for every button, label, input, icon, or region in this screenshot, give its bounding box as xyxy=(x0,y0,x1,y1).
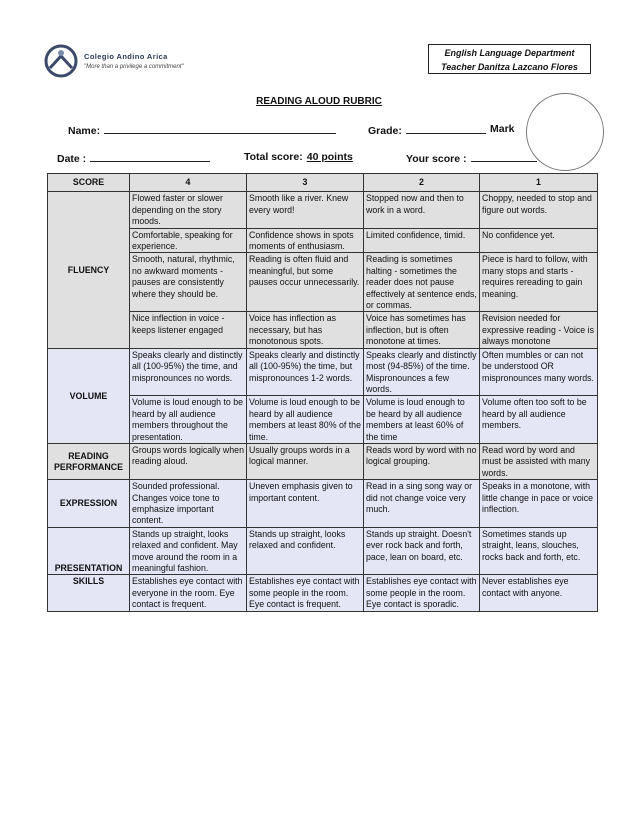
rubric-cell: Read in a sing song way or did not change voice very much. xyxy=(364,480,480,528)
rubric-cell: Volume is loud enough to be heard by all audience members at least 60% of the time xyxy=(364,396,480,444)
rubric-cell: Volume often too soft to be heard by all audience members. xyxy=(480,396,598,444)
rubric-cell: Never establishes eye contact with anyone. xyxy=(480,575,598,611)
rubric-cell: Revision needed for expressive reading - Voice is always monotone xyxy=(480,312,598,348)
rubric-cell: Groups words logically when reading aloud. xyxy=(130,443,247,479)
total-score-label: Total score: xyxy=(244,151,303,163)
rubric-cell: Smooth like a river. Knew every word! xyxy=(247,192,364,228)
school-logo xyxy=(44,44,78,78)
rubric-cell: Speaks clearly and distinctly all (100-95%) the time, and mispronounces no words. xyxy=(130,348,247,396)
name-field[interactable] xyxy=(68,123,336,137)
rubric-cell: Nice inflection in voice - keeps listener engaged xyxy=(130,312,247,348)
rubric-cell: Confidence shows in spots moments of enthusiasm. xyxy=(247,228,364,253)
rubric-cell: Choppy, needed to stop and figure out words. xyxy=(480,192,598,228)
rubric-cell: Flowed faster or slower depending on the story moods. xyxy=(130,192,247,228)
department-box xyxy=(428,44,591,74)
table-row xyxy=(48,575,598,611)
grade-label: Grade: xyxy=(368,125,402,137)
rubric-cell: Stands up straight, looks relaxed and confident. xyxy=(247,527,364,575)
rubric-cell: Comfortable, speaking for experience. xyxy=(130,228,247,253)
date-label: Date : xyxy=(57,153,87,165)
column-header: 4 xyxy=(130,174,247,192)
rubric-cell: Sometimes stands up straight, leans, slouches, rocks back and forth, etc. xyxy=(480,527,598,575)
rubric-cell: Limited confidence, timid. xyxy=(364,228,480,253)
column-header: 3 xyxy=(247,174,364,192)
rubric-cell: Volume is loud enough to be heard by all audience members at least 80% of the time. xyxy=(247,396,364,444)
rubric-cell: Stopped now and then to work in a word. xyxy=(364,192,480,228)
rubric-cell: Reading is often fluid and meaningful, but some pauses occur unnecessarily. xyxy=(247,253,364,312)
rubric-cell: Reading is sometimes halting - sometimes the reader does not pause effectively at sentence ends, or commas. xyxy=(364,253,480,312)
table-row xyxy=(48,228,598,253)
total-score-value: 40 points xyxy=(306,151,353,163)
rubric-cell: Establishes eye contact with some people in the room. Eye contact is frequent. xyxy=(247,575,364,611)
table-row xyxy=(48,348,598,396)
page-title: READING ALOUD RUBRIC xyxy=(256,96,382,107)
rubric-cell: Stands up straight, looks relaxed and confident. May move around the room in a meaningful fashion. xyxy=(130,527,247,575)
table-header-row xyxy=(48,174,598,192)
your-score-label: Your score : xyxy=(406,153,467,165)
mark-label: Mark xyxy=(490,123,515,135)
rubric-cell: Establishes eye contact with some people in the room. Eye contact is sporadic. xyxy=(364,575,480,611)
grade-blank[interactable] xyxy=(406,123,486,134)
name-label: Name: xyxy=(68,125,101,137)
school-name: Colegio Andino Arica xyxy=(84,52,168,61)
category-skills: SKILLS xyxy=(48,575,130,611)
school-tagline: "More than a privilege a commitment" xyxy=(84,64,184,70)
rubric-cell: Piece is hard to follow, with many stops and starts - requires rereading to gain meaning. xyxy=(480,253,598,312)
date-field[interactable] xyxy=(57,151,210,165)
rubric-table xyxy=(47,173,598,612)
grade-field[interactable] xyxy=(368,123,486,137)
column-header: 2 xyxy=(364,174,480,192)
rubric-cell: Speaks in a monotone, with little change in pace or voice inflection. xyxy=(480,480,598,528)
category-expression: EXPRESSION xyxy=(48,480,130,528)
table-row xyxy=(48,192,598,228)
rubric-cell: Sounded professional. Changes voice tone to emphasize important content. xyxy=(130,480,247,528)
category-fluency: FLUENCY xyxy=(48,192,130,348)
category-volume: VOLUME xyxy=(48,348,130,443)
category-presentation: PRESENTATION xyxy=(48,527,130,575)
rubric-cell: Voice has inflection as necessary, but has monotonous spots. xyxy=(247,312,364,348)
table-row xyxy=(48,480,598,528)
teacher-name: Teacher Danitza Lazcano Flores xyxy=(441,62,578,72)
rubric-cell: Stands up straight. Doesn't ever rock back and forth, pace, lean on board, etc. xyxy=(364,527,480,575)
table-row xyxy=(48,312,598,348)
your-score-blank[interactable] xyxy=(471,151,537,162)
column-header: 1 xyxy=(480,174,598,192)
table-row xyxy=(48,527,598,575)
rubric-cell: Read word by word and must be assisted with many words. xyxy=(480,443,598,479)
rubric-cell: Uneven emphasis given to important content. xyxy=(247,480,364,528)
rubric-cell: Establishes eye contact with everyone in the room. Eye contact is frequent. xyxy=(130,575,247,611)
rubric-cell: Smooth, natural, rhythmic, no awkward moments - pauses are consistently where they should be. xyxy=(130,253,247,312)
table-row xyxy=(48,396,598,444)
date-blank[interactable] xyxy=(90,151,210,162)
category-reading-performance: READING PERFORMANCE xyxy=(48,443,130,479)
rubric-cell: Volume is loud enough to be heard by all audience members throughout the presentation. xyxy=(130,396,247,444)
column-header: SCORE xyxy=(48,174,130,192)
rubric-cell: Often mumbles or can not be understood OR mispronounces many words. xyxy=(480,348,598,396)
rubric-cell: No confidence yet. xyxy=(480,228,598,253)
table-row xyxy=(48,443,598,479)
rubric-cell: Reads word by word with no logical grouping. xyxy=(364,443,480,479)
rubric-cell: Speaks clearly and distinctly all (100-95%) the time, but mispronounces 1-2 words. xyxy=(247,348,364,396)
name-blank[interactable] xyxy=(104,123,336,134)
rubric-cell: Speaks clearly and distinctly most (94-85%) of the time. Mispronounces a few words. xyxy=(364,348,480,396)
rubric-cell: Usually groups words in a logical manner. xyxy=(247,443,364,479)
rubric-cell: Voice has sometimes has inflection, but is often monotone at times. xyxy=(364,312,480,348)
table-row xyxy=(48,253,598,312)
your-score-field[interactable] xyxy=(406,151,537,165)
department-name: English Language Department xyxy=(444,48,575,58)
total-score xyxy=(244,151,353,163)
